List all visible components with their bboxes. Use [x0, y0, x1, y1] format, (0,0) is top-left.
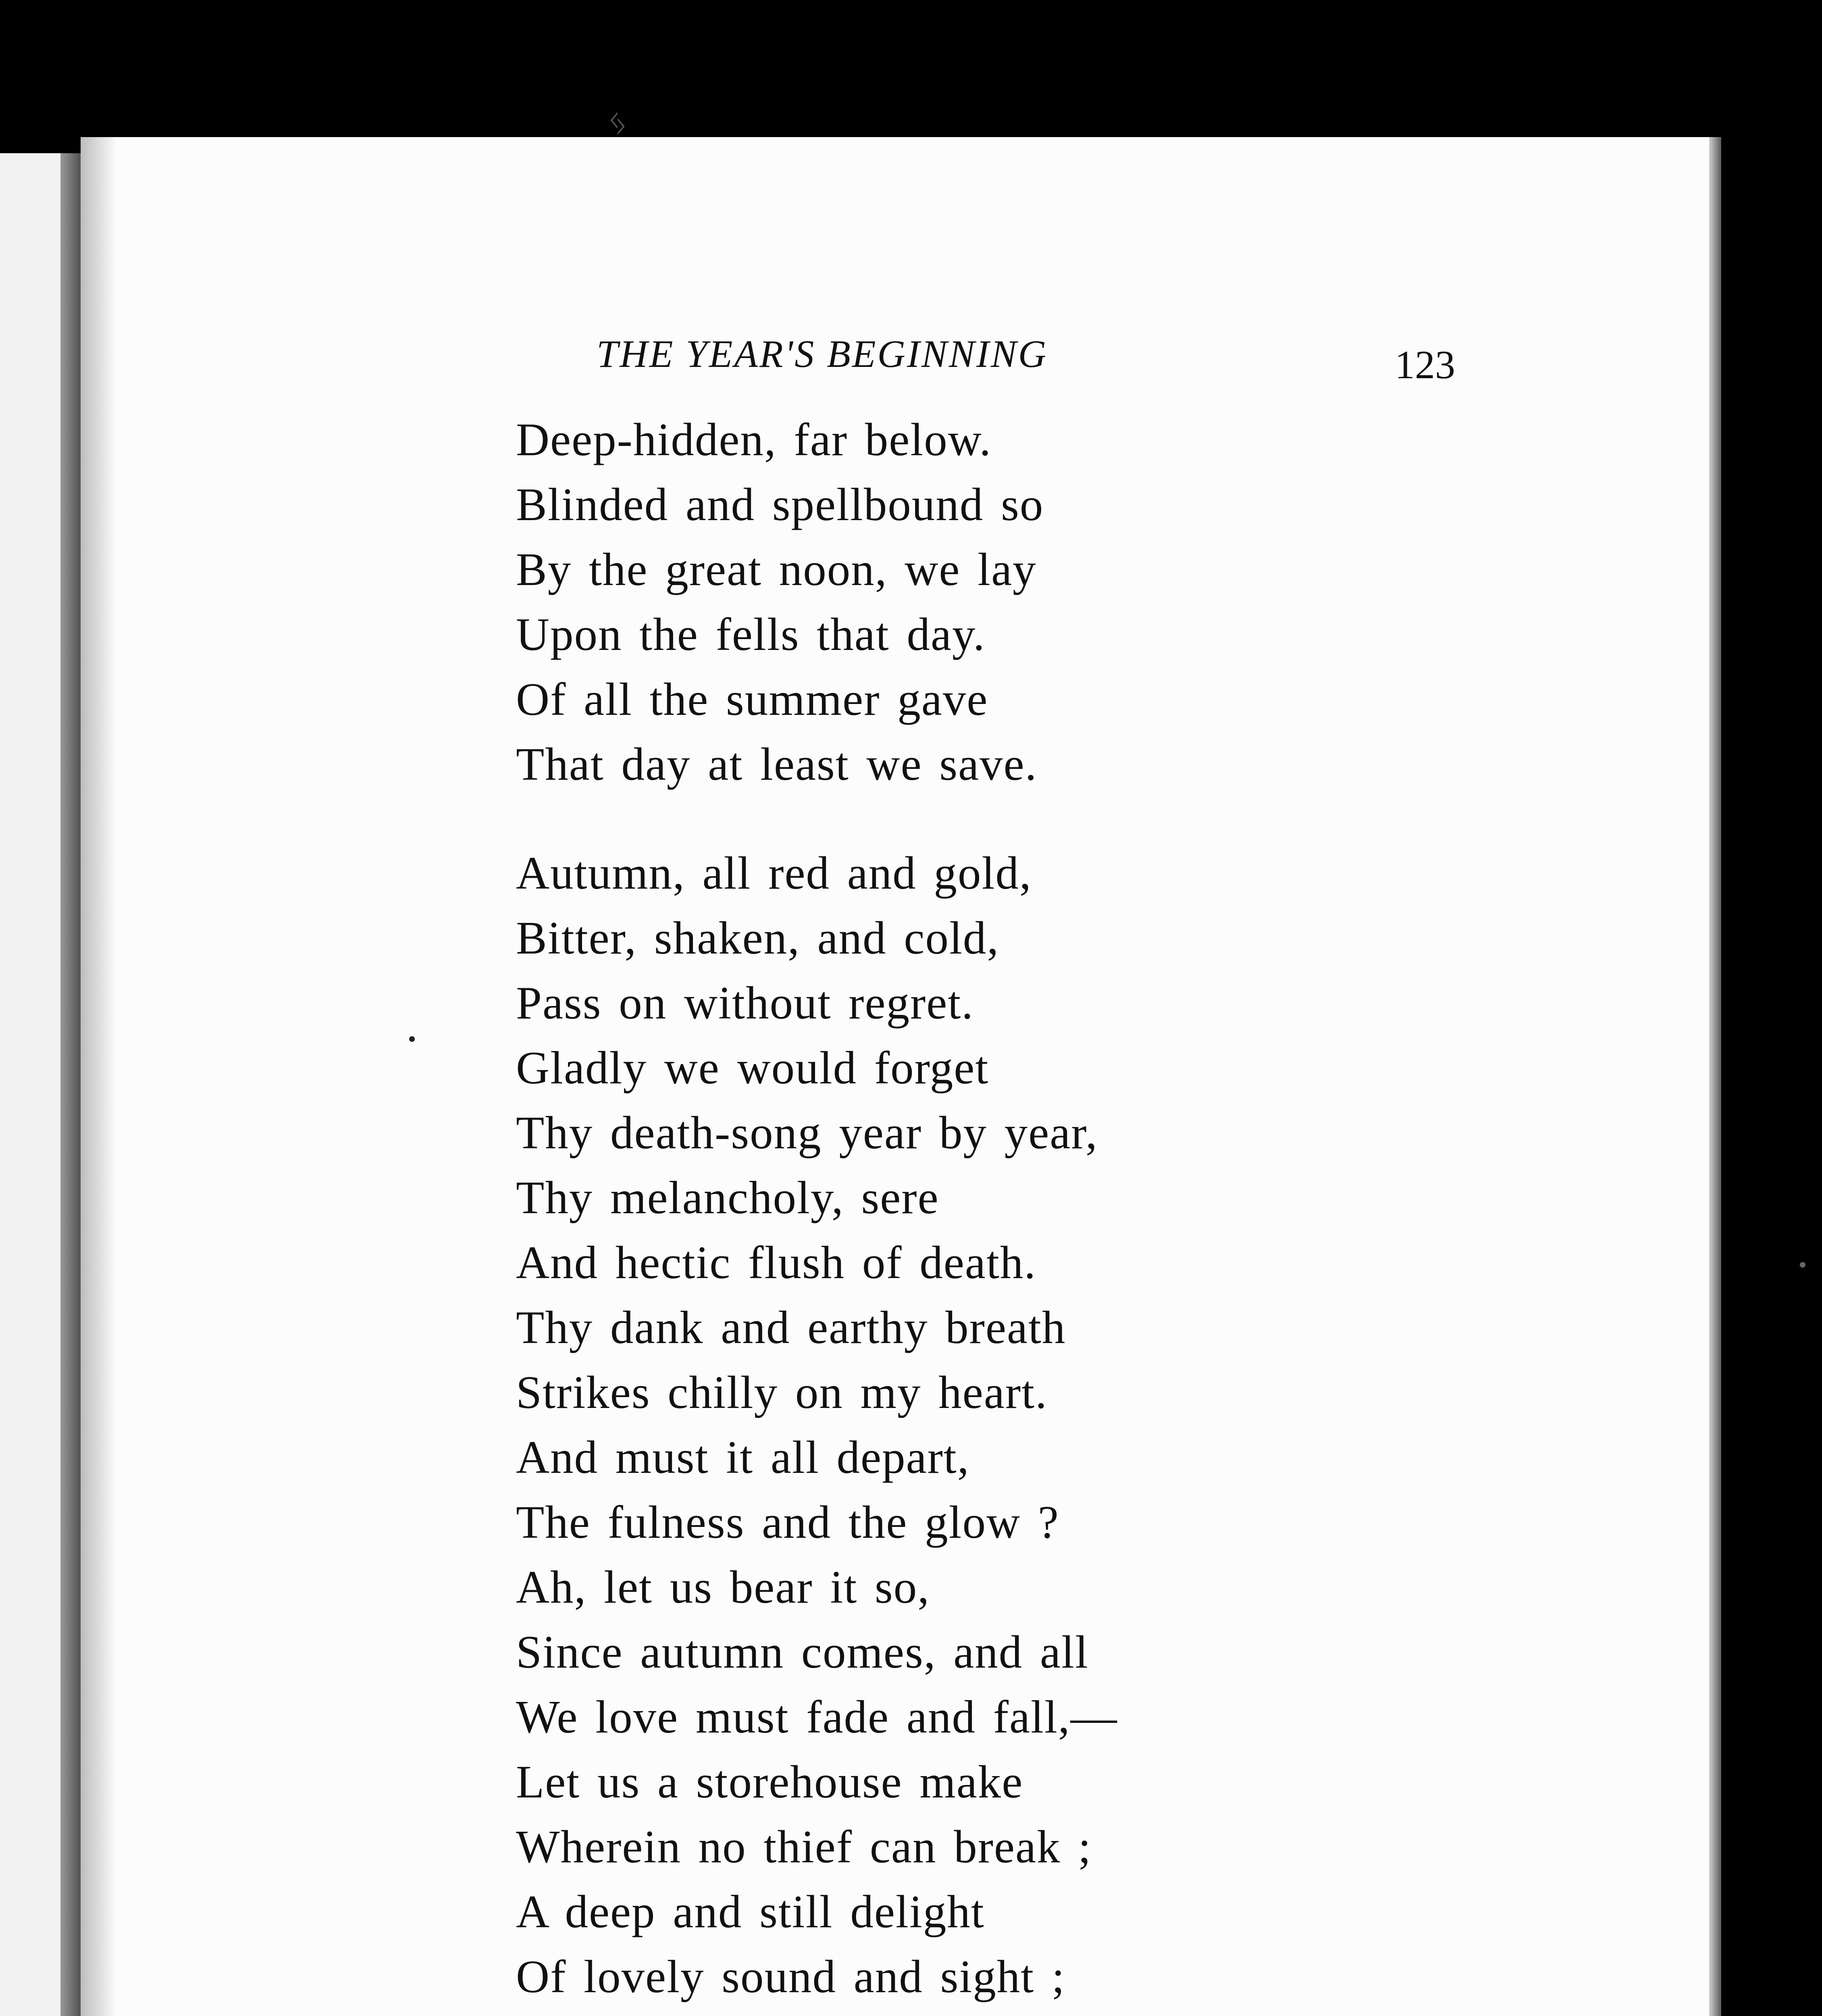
poem-line: And hectic flush of death. [516, 1237, 1037, 1288]
poem-line: By the great noon, we lay [516, 544, 1037, 595]
page-right-edge [1709, 137, 1721, 2016]
poem-line: Thy dank and earthy breath [516, 1302, 1066, 1353]
poem-line: Thy death-song year by year, [516, 1107, 1098, 1158]
print-speck [409, 1036, 415, 1042]
poem-line: Upon the fells that day. [516, 609, 986, 660]
poem-line: And must it all depart, [516, 1432, 970, 1483]
poem-line: We love must fade and fall,— [516, 1691, 1118, 1743]
poem-line: That day at least we save. [516, 739, 1038, 790]
poem-line: Of lovely sound and sight ; [516, 1951, 1065, 2002]
gutter-shadow [81, 137, 117, 2016]
poem-line: Gladly we would forget [516, 1042, 989, 1093]
poem-line: Since autumn comes, and all [516, 1627, 1089, 1678]
poem-stanza-2 [516, 841, 1118, 2016]
poem-line: Of all the summer gave [516, 674, 988, 725]
poem-line: Pass on without regret. [516, 977, 974, 1029]
poem-line: Ah, let us bear it so, [516, 1562, 930, 1613]
poem-line: Autumn, all red and gold, [516, 848, 1032, 899]
poem-line: Bitter, shaken, and cold, [516, 912, 1000, 964]
poem-line: A deep and still delight [516, 1886, 985, 1937]
poem-line: Thy melancholy, sere [516, 1172, 939, 1223]
poem-line: The fulness and the glow ? [516, 1497, 1059, 1548]
page-number: 123 [1395, 342, 1455, 387]
poem-line: Wherein no thief can break ; [516, 1821, 1092, 1872]
ink-smudge-mark: ᛃ [607, 103, 628, 143]
poem-stanza-1 [516, 407, 1044, 797]
print-speck [1800, 1262, 1805, 1268]
facing-page [0, 153, 69, 2016]
poem-line [516, 2009, 1118, 2016]
poem-line: Strikes chilly on my heart. [516, 1367, 1048, 1418]
poem-line: Deep-hidden, far below. [516, 414, 992, 465]
poem-line: Blinded and spellbound so [516, 479, 1044, 530]
running-title: THE YEAR'S BEGINNING [597, 332, 1048, 375]
poem-line: Let us a storehouse make [516, 1756, 1023, 1808]
